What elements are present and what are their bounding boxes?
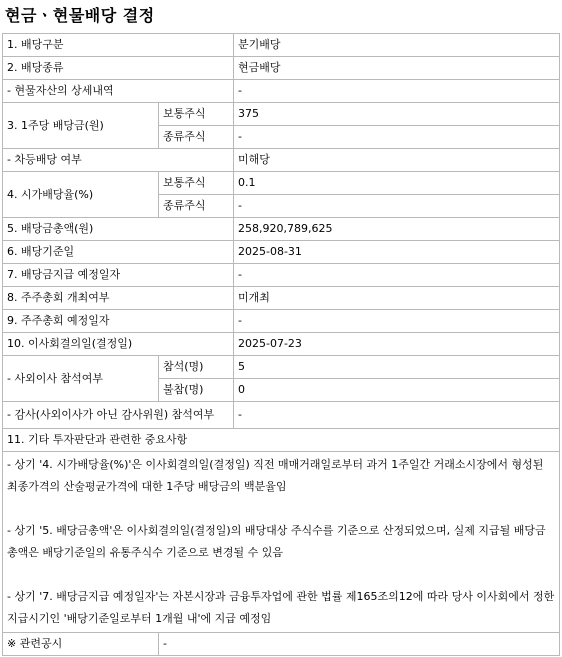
note-paragraph: - 상기 '7. 배당금지급 예정일자'는 자본시장과 금융투자업에 관한 법률 제165조의12에 따라 당사 이사회에서 정한 지급시기인 '배당기준일로부터 1개월 내'에 지급 예정임	[7, 590, 555, 625]
row-sublabel: 불참(명)	[159, 379, 234, 402]
table-row	[3, 452, 560, 633]
row-value: 0.1	[234, 172, 560, 195]
table-row	[3, 218, 560, 241]
row-value: -	[234, 80, 560, 103]
row-label: - 감사(사외이사가 아닌 감사위원) 참석여부	[3, 402, 234, 429]
table-row	[3, 103, 560, 126]
row-value: 미개최	[234, 287, 560, 310]
row-value: 2025-07-23	[234, 333, 560, 356]
row-sublabel: 종류주식	[159, 126, 234, 149]
row-value: 현금배당	[234, 57, 560, 80]
row-sublabel: 참석(명)	[159, 356, 234, 379]
table-row	[3, 241, 560, 264]
note-spacer	[7, 498, 555, 520]
row-label: 10. 이사회결의일(결정일)	[3, 333, 234, 356]
row-value: -	[234, 126, 560, 149]
note-paragraph: - 상기 '5. 배당금총액'은 이사회결의일(결정일)의 배당대상 주식수를 기준으로 산정되었으며, 실제 지급될 배당금총액은 배당기준일의 유통주식수 기준으로 변경될 수 있음	[7, 524, 546, 559]
row-label: ※ 관련공시	[3, 633, 159, 656]
table-row	[3, 57, 560, 80]
row-value: -	[234, 264, 560, 287]
row-label: 8. 주주총회 개최여부	[3, 287, 234, 310]
row-value: -	[234, 310, 560, 333]
table-row	[3, 333, 560, 356]
table-row	[3, 34, 560, 57]
row-value: 5	[234, 356, 560, 379]
disclosure-table	[2, 33, 560, 656]
row-label: 6. 배당기준일	[3, 241, 234, 264]
note-spacer	[7, 564, 555, 586]
table-row	[3, 402, 560, 429]
row-label: - 현물자산의 상세내역	[3, 80, 234, 103]
row-value: 미해당	[234, 149, 560, 172]
row-value: -	[159, 633, 560, 656]
row-label: - 사외이사 참석여부	[3, 356, 159, 402]
row-label: 1. 배당구분	[3, 34, 234, 57]
row-label: 2. 배당종류	[3, 57, 234, 80]
row-value: 375	[234, 103, 560, 126]
row-value: 0	[234, 379, 560, 402]
table-row	[3, 429, 560, 452]
page-title: 현금ㆍ현물배당 결정	[5, 6, 155, 25]
row-value: -	[234, 195, 560, 218]
table-row	[3, 310, 560, 333]
row-label: 3. 1주당 배당금(원)	[3, 103, 159, 149]
row-sublabel: 보통주식	[159, 172, 234, 195]
table-row	[3, 287, 560, 310]
table-row	[3, 149, 560, 172]
row-value: -	[234, 402, 560, 429]
row-label: 7. 배당금지급 예정일자	[3, 264, 234, 287]
table-row	[3, 356, 560, 379]
row-sublabel: 종류주식	[159, 195, 234, 218]
row-value: 2025-08-31	[234, 241, 560, 264]
row-label: - 차등배당 여부	[3, 149, 234, 172]
row-value: 258,920,789,625	[234, 218, 560, 241]
table-row	[3, 80, 560, 103]
row-label: 4. 시가배당율(%)	[3, 172, 159, 218]
row-label: 5. 배당금총액(원)	[3, 218, 234, 241]
row-label: 11. 기타 투자판단과 관련한 중요사항	[3, 429, 560, 452]
note-paragraph: - 상기 '4. 시가배당율(%)'은 이사회결의일(결정일) 직전 매매거래일로부터 과거 1주일간 거래소시장에서 형성된 최종가격의 산술평균가격에 대한 1주당 배당금의 백분율임	[7, 458, 544, 493]
notes-cell	[3, 452, 560, 633]
table-row	[3, 633, 560, 656]
table-row	[3, 264, 560, 287]
row-label: 9. 주주총회 예정일자	[3, 310, 234, 333]
row-value: 분기배당	[234, 34, 560, 57]
row-sublabel: 보통주식	[159, 103, 234, 126]
table-row	[3, 172, 560, 195]
